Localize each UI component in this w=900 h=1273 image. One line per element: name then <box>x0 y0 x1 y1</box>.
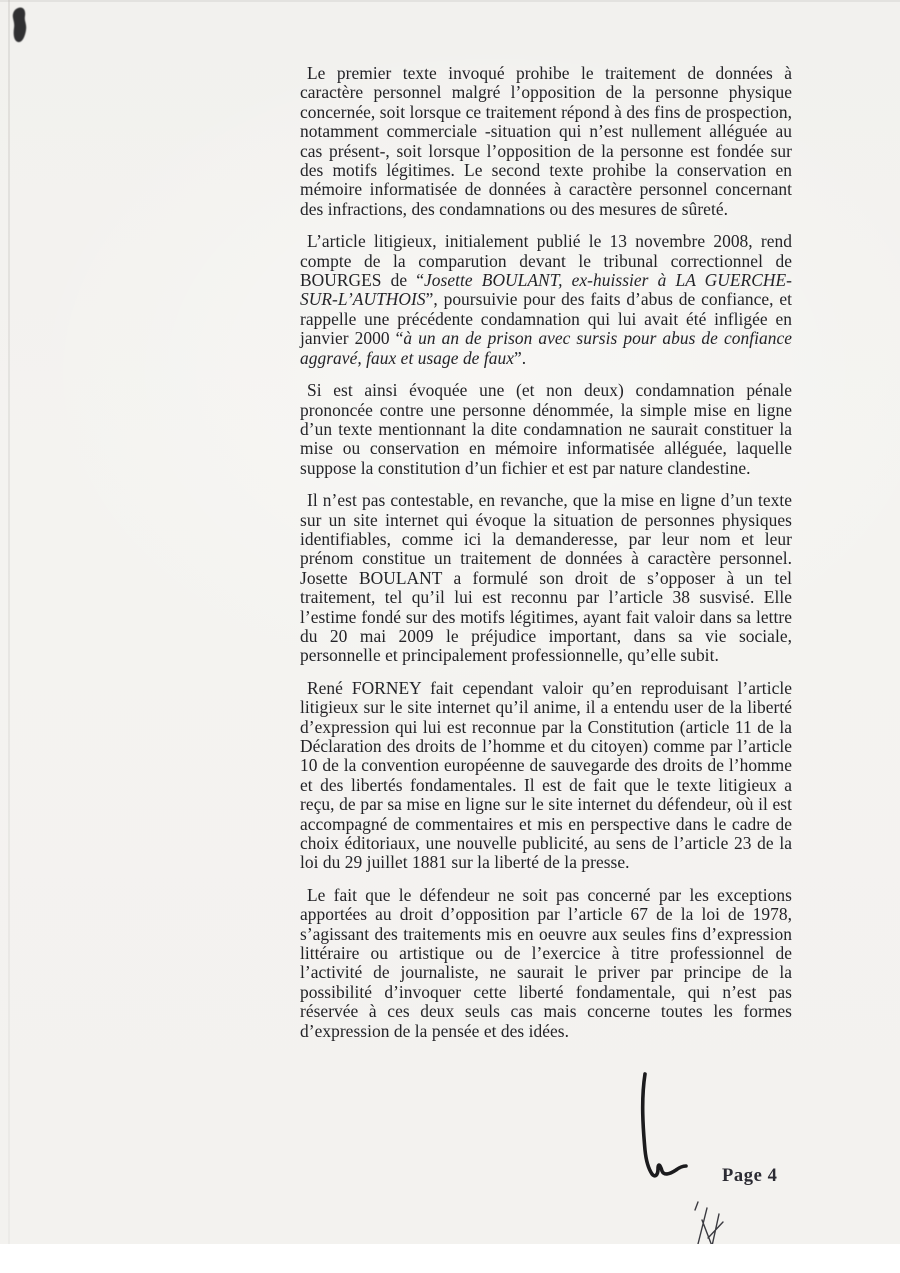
paragraph: Le premier texte invoqué prohibe le traitement de données à caractère personnel malgré l’opposition de la personne physique concernée, soit lorsque ce traitement répond à des fins de prospection, notamment commerciale -situation qui n’est nullement alléguée au cas présent-, soit lorsque l’opposition de la personne est fondée sur des motifs légitimes. Le second texte prohibe la conservation en mémoire informatisée de données à caractère personnel concernant des infractions, des condamnations ou des mesures de sûreté. <box>300 63 792 219</box>
paragraph: L’article litigieux, initialement publié le 13 novembre 2008, rend compte de la comparution devant le tribunal correctionnel de BOURGES de “Josette BOULANT, ex-huissier à LA GUERCHE-SUR-L’AUTHOIS”, poursuivie pour des faits d’abus de confiance, et rappelle une précédente condamnation qui lui avait été infligée en janvier 2000 “à un an de prison avec sursis pour abus de confiance aggravé, faux et usage de faux”. <box>300 231 792 368</box>
scan-edge-line-top <box>0 0 900 2</box>
ink-smudge-mark <box>10 6 32 44</box>
scan-edge-line <box>8 0 10 1244</box>
document-text <box>300 64 792 1054</box>
paragraph: Le fait que le défendeur ne soit pas concerné par les exceptions apportées au droit d’opposition par l’article 67 de la loi de 1978, s’agissant des traitements mis en oeuvre aux seules fins d’expression littéraire ou artistique ou de l’exercice à titre professionnel de l’activité de journaliste, ne saurait le priver par principe de la possibilité d’invoquer cette liberté fondamentale, qui n’est pas réservée à ces deux seuls cas mais concerne toutes les formes d’expression de la pensée et des idées. <box>300 884 792 1041</box>
page-number-label: Page 4 <box>722 1166 778 1186</box>
signature-mark <box>612 1066 722 1196</box>
paragraph: René FORNEY fait cependant valoir qu’en reproduisant l’article litigieux sur le site internet qu’il anime, il a entendu user de la liberté d’expression qui lui est reconnue par la Constitution (article 11 de la Déclaration des droits de l’homme et du citoyen) comme par l’article 10 de la convention européenne de sauvegarde des droits de l’homme et des libertés fondamentales. Il est de fait que le texte litigieux a reçu, de par sa mise en ligne sur le site internet du défendeur, où il est accompagné de commentaires et mis en perspective dans le cadre de choix éditoriaux, une nouvelle publicité, au sens de l’article 23 de la loi du 29 juillet 1881 sur la liberté de la presse. <box>300 677 792 873</box>
paragraph: Il n’est pas contestable, en revanche, que la mise en ligne d’un texte sur un site internet qui évoque la situation de personnes physiques identifiables, comme ici la demanderesse, par leur nom et leur prénom constitue un traitement de données à caractère personnel. Josette BOULANT a formulé son droit de s’opposer à un tel traitement, tel qu’il lui est reconnu par l’article 38 susvisé. Elle l’estime fondé sur des motifs légitimes, ayant fait valoir dans sa lettre du 20 mai 2009 le préjudice important, dans sa vie sociale, personnelle et principalement professionnelle, qu’elle subit. <box>300 490 792 666</box>
paragraph: Si est ainsi évoquée une (et non deux) condamnation pénale prononcée contre une personne dénommée, la simple mise en ligne d’un texte mentionnant la dite condamnation ne saurait constituer la mise ou conservation en mémoire informatisée alléguée, laquelle suppose la constitution d’un fichier et est par nature clandestine. <box>300 380 792 478</box>
scan-bottom-margin <box>0 1244 900 1273</box>
initials-mark <box>688 1198 732 1250</box>
